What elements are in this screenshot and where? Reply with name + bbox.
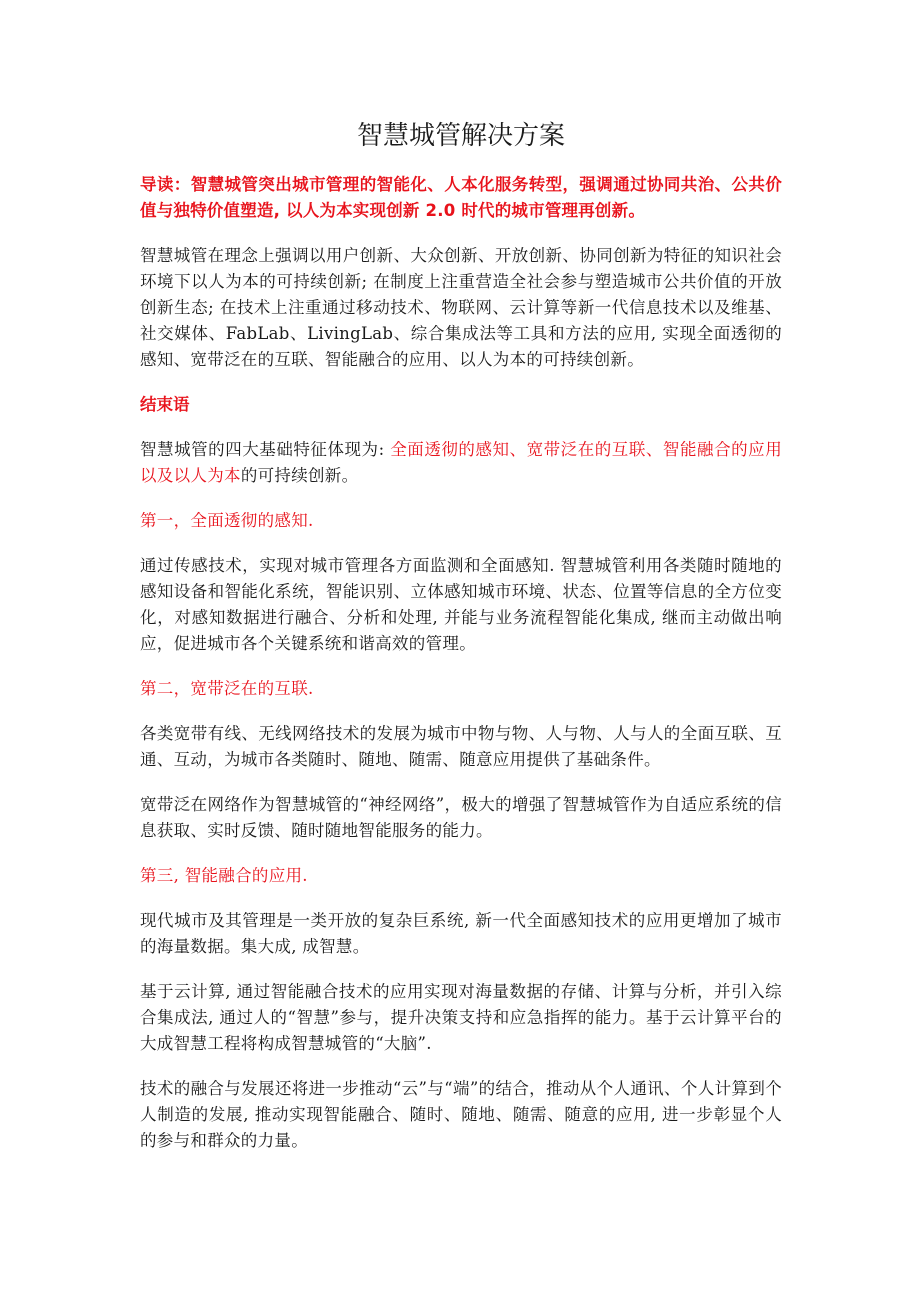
- document-title: 智慧城管解决方案: [356, 121, 565, 151]
- document-content: [140, 112, 782, 1173]
- section3-heading: 第三, 智能融合的应用.: [140, 866, 308, 885]
- summary-prefix: 智慧城管的四大基础特征体现为:: [140, 440, 391, 459]
- summary-highlight: 全面透彻的感知、宽带泛在的互联、智能融合的应用以及以人为本: [140, 440, 782, 485]
- section3-paragraph-3: 技术的融合与发展还将进一步推动“云”与“端”的结合，推动从个人通讯、个人计算到个人制造的发展, 推动实现智能融合、随时、随地、随需、随意的应用, 进一步彰显个人的参与和群众的力量。: [140, 1079, 782, 1150]
- section1-paragraph-1: 通过传感技术，实现对城市管理各方面监测和全面感知. 智慧城管利用各类随时随地的感知设备和智能化系统，智能识别、立体感知城市环境、状态、位置等信息的全方位变化，对感知数据进行融合、分析和处理, 并能与业务流程智能化集成, 继而主动做出响应，促进城市各个关键系统和谐高效的管理。: [140, 556, 782, 653]
- intro-paragraph: 智慧城管在理念上强调以用户创新、大众创新、开放创新、协同创新为特征的知识社会环境下以人为本的可持续创新; 在制度上注重营造全社会参与塑造城市公共价值的开放创新生态; 在技术上注重通过移动技术、物联网、云计算等新一代信息技术以及维基、社交媒体、FabLab、LivingLab、综合集成法等工具和方法的应用, 实现全面透彻的感知、宽带泛在的互联、智能融合的应用、以人为本的可持续创新。: [140, 246, 782, 369]
- summary-paragraph: [140, 437, 782, 489]
- section3-paragraph-1: 现代城市及其管理是一类开放的复杂巨系统, 新一代全面感知技术的应用更增加了城市的海量数据。集大成, 成智慧。: [140, 911, 782, 956]
- lead-paragraph: 导读：智慧城管突出城市管理的智能化、人本化服务转型，强调通过协同共治、公共价值与独特价值塑造, 以人为本实现创新 2.0 时代的城市管理再创新。: [140, 175, 782, 220]
- section2-heading: 第二，宽带泛在的互联.: [140, 679, 314, 698]
- section3-paragraph-2: 基于云计算, 通过智能融合技术的应用实现对海量数据的存储、计算与分析，并引入综合集成法, 通过人的“智慧”参与，提升决策支持和应急指挥的能力。基于云计算平台的大成智慧工程将构成智慧城管的“大脑”.: [140, 982, 782, 1053]
- conclusion-heading: 结束语: [140, 395, 190, 414]
- section2-paragraph-1: 各类宽带有线、无线网络技术的发展为城市中物与物、人与物、人与人的全面互联、互通、互动，为城市各类随时、随地、随需、随意应用提供了基础条件。: [140, 724, 782, 769]
- section1-heading: 第一，全面透彻的感知.: [140, 511, 314, 530]
- summary-suffix: 的可持续创新。: [240, 466, 359, 485]
- section2-paragraph-2: 宽带泛在网络作为智慧城管的“神经网络”，极大的增强了智慧城管作为自适应系统的信息获取、实时反馈、随时随地智能服务的能力。: [140, 795, 782, 840]
